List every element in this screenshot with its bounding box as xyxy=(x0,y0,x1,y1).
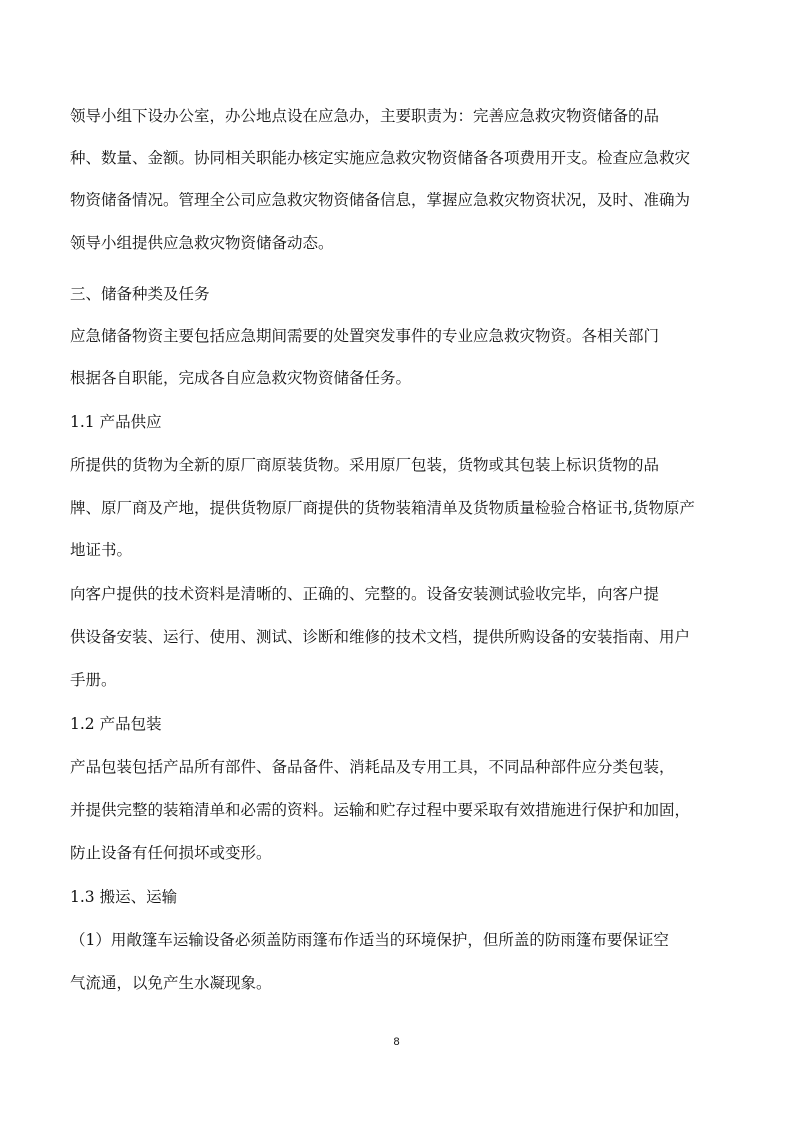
paragraph-line: 根据各自职能，完成各自应急救灾物资储备任务。 xyxy=(70,369,412,387)
paragraph-line: 所提供的货物为全新的原厂商原装货物。采用原厂包装，货物或其包装上标识货物的品 xyxy=(70,456,660,474)
paragraph-line: 物资储备情况。管理全公司应急救灾物资储备信息，掌握应急救灾物资状况，及时、准确为 xyxy=(70,191,691,209)
paragraph-line: 领导小组下设办公室，办公地点设在应急办，主要职责为：完善应急救灾物资储备的品 xyxy=(70,107,660,125)
paragraph-line: 地证书。 xyxy=(70,541,133,559)
paragraph-line: 防止设备有任何损坏或变形。 xyxy=(70,844,272,862)
page-number: 8 xyxy=(393,1036,400,1048)
paragraph-line: 并提供完整的装箱清单和必需的资料。运输和贮存过程中要采取有效措施进行保护和加固， xyxy=(70,801,691,819)
subsection-heading: 1.2 产品包装 xyxy=(70,715,162,733)
paragraph-line: 牌、原厂商及产地，提供货物原厂商提供的货物装箱清单及货物质量检验合格证书,货物原产 xyxy=(70,499,695,517)
paragraph-line: 种、数量、金额。协同相关职能办核定实施应急救灾物资储备各项费用开支。检查应急救灾 xyxy=(70,149,691,167)
section-heading: 三、储备种类及任务 xyxy=(70,285,210,303)
paragraph-line: 向客户提供的技术资料是清晰的、正确的、完整的。设备安装测试验收完毕，向客户提 xyxy=(70,585,660,603)
subsection-heading: 1.1 产品供应 xyxy=(70,413,162,431)
subsection-heading: 1.3 搬运、运输 xyxy=(70,888,178,906)
paragraph-line: 应急储备物资主要包括应急期间需要的处置突发事件的专业应急救灾物资。各相关部门 xyxy=(70,327,660,345)
paragraph-line: 领导小组提供应急救灾物资储备动态。 xyxy=(70,234,334,252)
paragraph-line: 气流通，以免产生水凝现象。 xyxy=(70,974,272,992)
paragraph-line: 手册。 xyxy=(70,671,117,689)
paragraph-line: （1）用敞篷车运输设备必须盖防雨篷布作适当的环境保护，但所盖的防雨篷布要保证空 xyxy=(70,931,669,949)
paragraph-line: 产品包装包括产品所有部件、备品备件、消耗品及专用工具，不同品种部件应分类包装， xyxy=(70,758,675,776)
paragraph-line: 供设备安装、运行、使用、测试、诊断和维修的技术文档，提供所购设备的安装指南、用户 xyxy=(70,628,691,646)
